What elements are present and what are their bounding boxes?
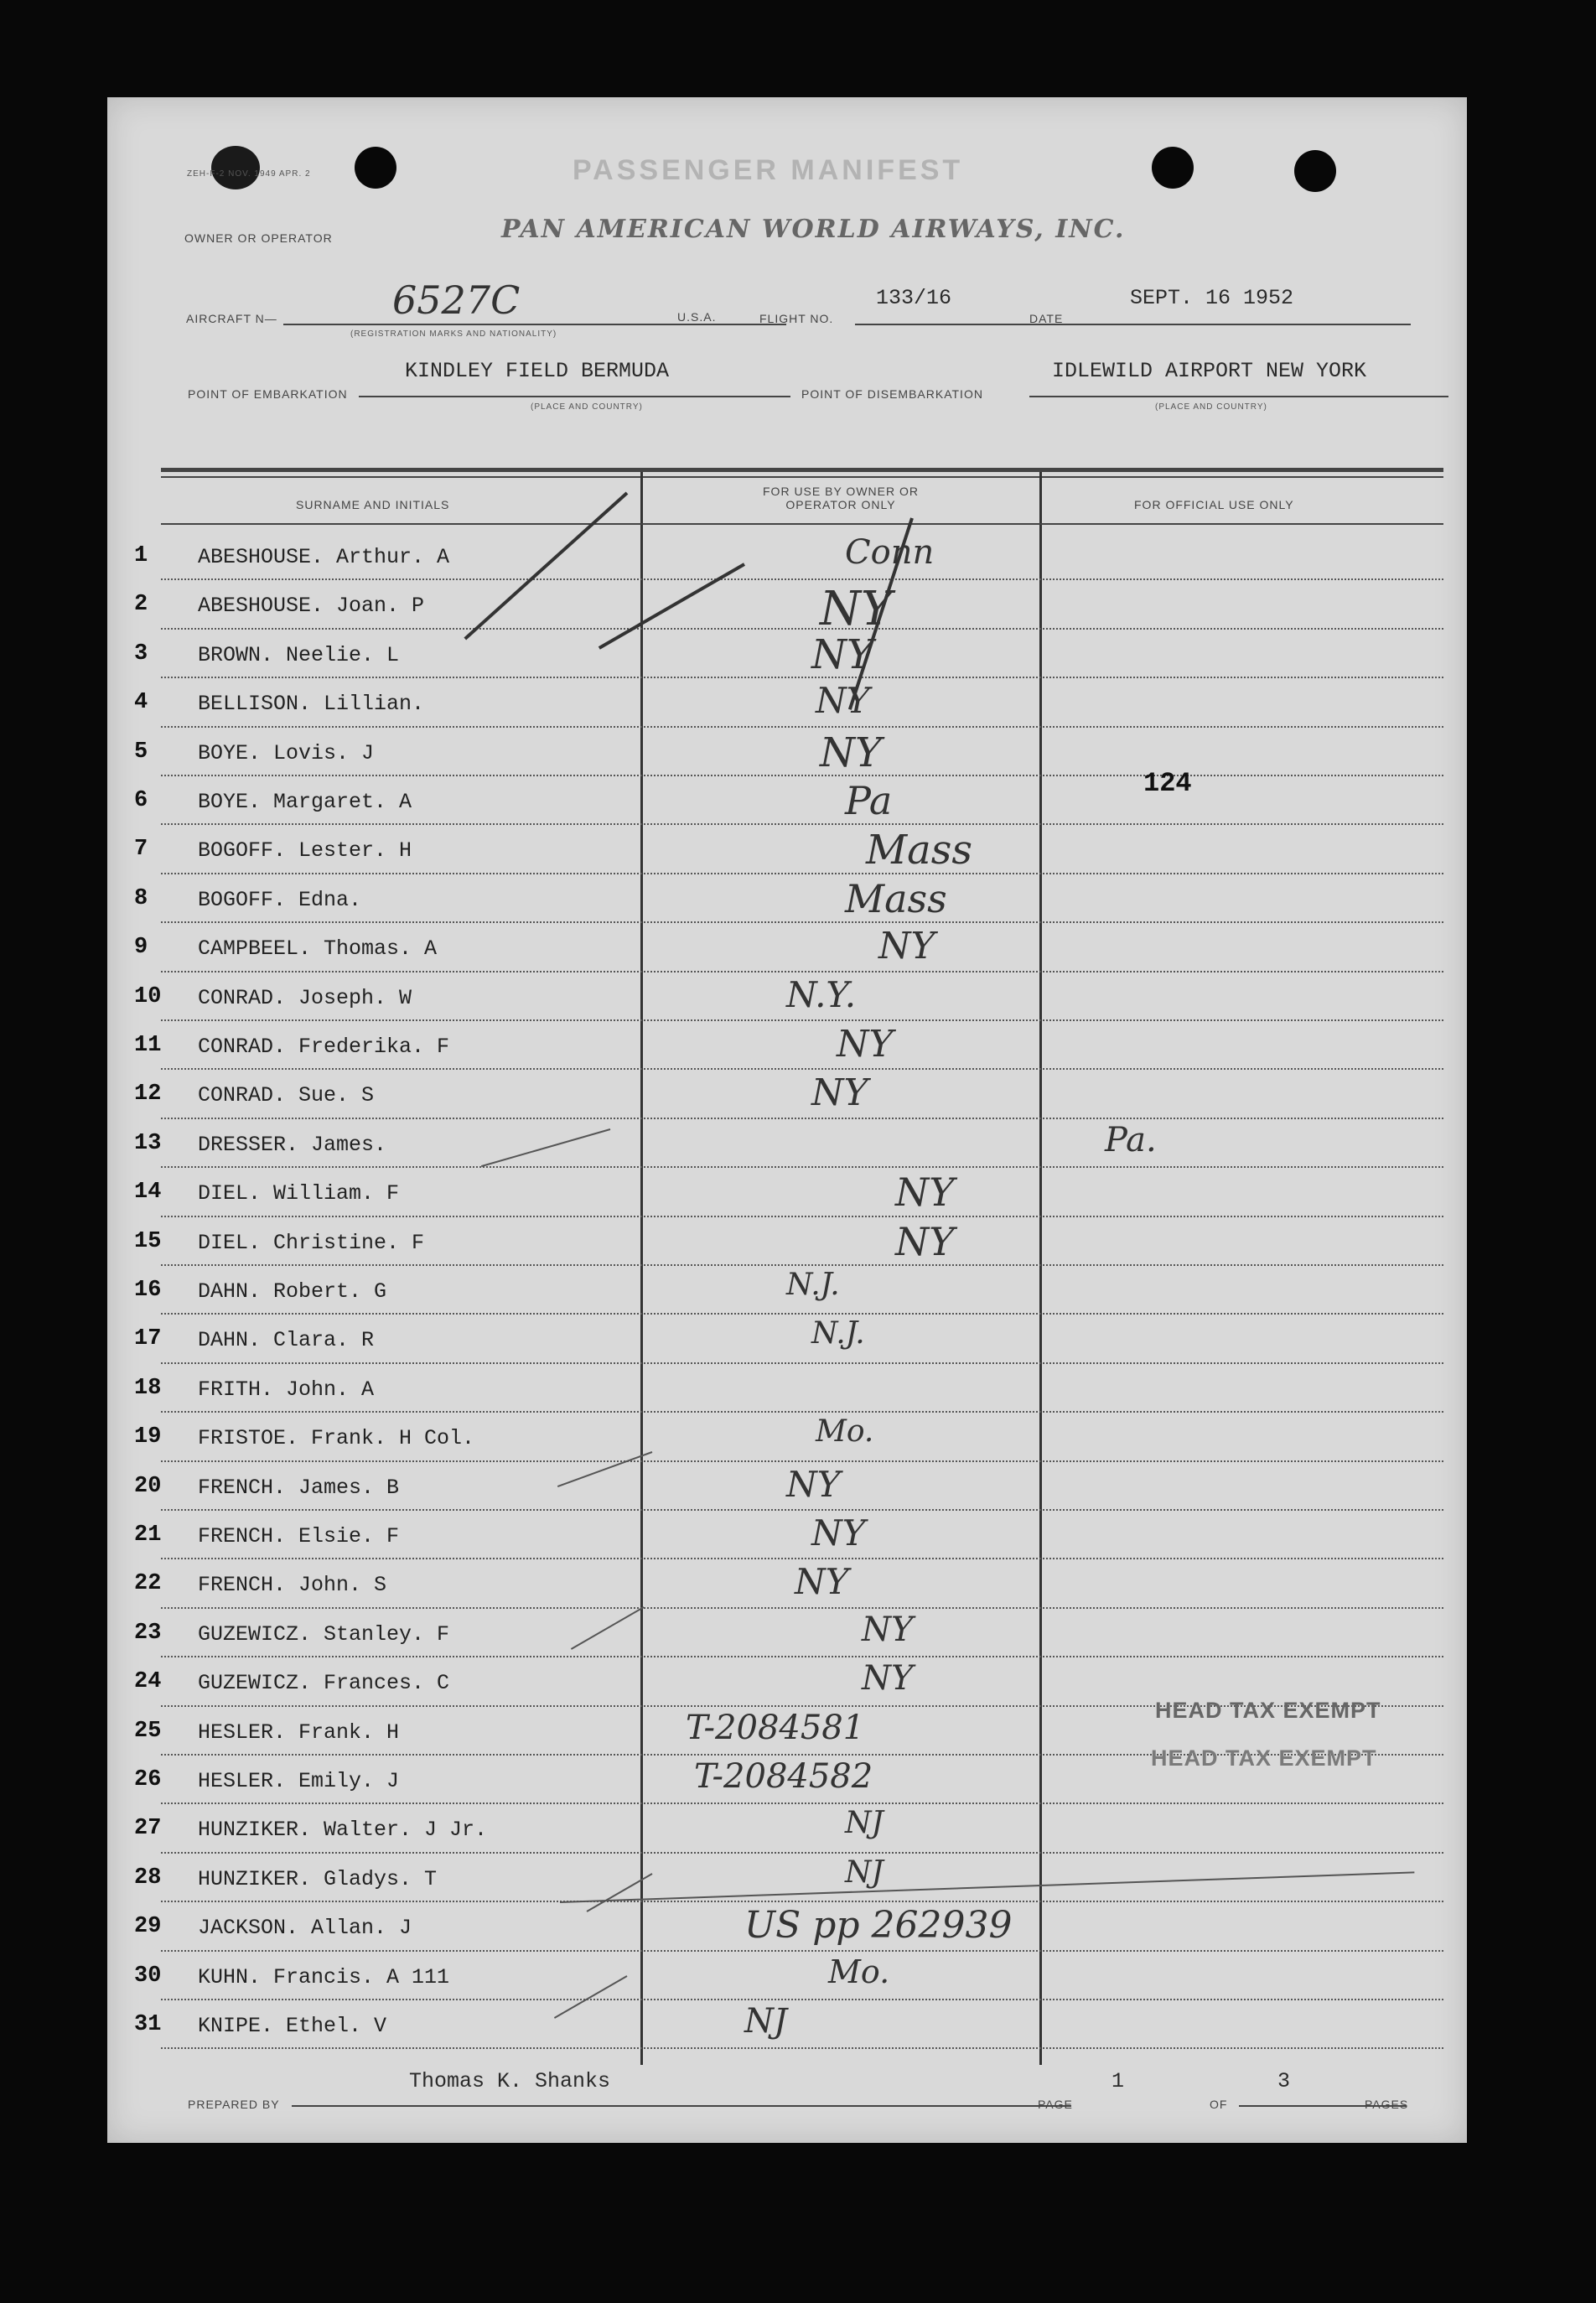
table-top-rule: [161, 468, 1443, 472]
col-header-owner: FOR USE BY OWNER OR OPERATOR ONLY: [763, 485, 919, 511]
passenger-name: DAHN. Robert. G: [198, 1279, 387, 1304]
row-rule: [161, 677, 1443, 678]
row-rule: [161, 1216, 1443, 1217]
row-rule: [161, 1558, 1443, 1559]
row-number: 11: [134, 1033, 162, 1058]
date-underline: [1075, 324, 1411, 325]
of-value: 3: [1277, 2069, 1291, 2093]
passenger-name: ABESHOUSE. Joan. P: [198, 594, 425, 619]
row-rule: [161, 1950, 1443, 1952]
col-header-surname: SURNAME AND INITIALS: [296, 498, 450, 511]
row-rule: [161, 628, 1443, 630]
owner-note: NY: [811, 1512, 866, 1553]
embark-sub: (PLACE AND COUNTRY): [531, 402, 643, 412]
check-mark: [598, 563, 745, 649]
pages-label: PAGES: [1365, 2098, 1409, 2111]
form-number: ZEH-F-2 NOV. 1949 APR. 2: [187, 169, 311, 179]
row-rule: [161, 971, 1443, 973]
passenger-name: ABESHOUSE. Arthur. A: [198, 545, 450, 569]
row-rule: [161, 1656, 1443, 1657]
owner-note: NY: [862, 1610, 914, 1649]
owner-note: N.J.: [811, 1316, 865, 1351]
row-number: 13: [134, 1130, 162, 1156]
passenger-name: DIEL. Christine. F: [198, 1230, 425, 1255]
row-rule: [161, 578, 1443, 580]
embark-value: KINDLEY FIELD BERMUDA: [405, 359, 670, 383]
row-rule: [161, 2047, 1443, 2049]
head-tax-stamp-1: HEAD TAX EXEMPT: [1155, 1698, 1381, 1723]
passenger-name: FRENCH. James. B: [198, 1475, 400, 1500]
row-rule: [161, 1019, 1443, 1021]
usa-label: U.S.A.: [677, 310, 717, 324]
check-mark: [571, 1606, 645, 1650]
row-rule: [161, 1411, 1443, 1413]
row-rule: [161, 873, 1443, 874]
row-number: 7: [134, 837, 148, 863]
check-mark: [554, 1975, 628, 2019]
column-divider-1: [640, 472, 643, 2065]
row-number: 23: [134, 1620, 162, 1646]
ink-blot: [211, 146, 260, 189]
row-number: 28: [134, 1865, 162, 1891]
strike-line: [560, 1871, 1414, 1903]
row-number: 29: [134, 1914, 162, 1940]
row-number: 14: [134, 1180, 162, 1206]
page-label: PAGE: [1038, 2098, 1073, 2111]
punch-hole: [1294, 150, 1336, 192]
row-number: 12: [134, 1081, 162, 1107]
aircraft-value: 6527C: [392, 278, 521, 323]
row-rule: [161, 1313, 1443, 1315]
passenger-name: CONRAD. Sue. S: [198, 1083, 375, 1108]
row-rule: [161, 1509, 1443, 1511]
row-number: 22: [134, 1571, 162, 1597]
check-mark: [557, 1451, 652, 1487]
owner-note: NY: [862, 1659, 914, 1699]
row-rule: [161, 1999, 1443, 2000]
row-number: 10: [134, 983, 162, 1009]
owner-note: N.Y.: [786, 973, 857, 1015]
row-number: 21: [134, 1522, 162, 1548]
row-number: 5: [134, 739, 148, 765]
passenger-name: DRESSER. James.: [198, 1132, 387, 1157]
row-rule: [161, 1118, 1443, 1119]
passenger-name: FRENCH. John. S: [198, 1573, 387, 1598]
owner-note: Pa.: [1105, 1120, 1157, 1159]
owner-note: US pp 262939: [744, 1904, 1013, 1948]
row-number: 6: [134, 788, 148, 813]
check-mark: [481, 1128, 610, 1167]
col-header-official: FOR OFFICIAL USE ONLY: [1134, 498, 1294, 511]
owner-note: NJ: [845, 1806, 884, 1841]
row-rule: [161, 1460, 1443, 1462]
row-number: 8: [134, 885, 148, 911]
owner-note: T-2084581: [686, 1708, 865, 1747]
embark-underline: [359, 396, 790, 397]
row-number: 30: [134, 1963, 162, 1989]
passenger-name: BELLISON. Lillian.: [198, 692, 425, 717]
aircraft-label: AIRCRAFT N—: [186, 312, 277, 325]
row-number: 19: [134, 1424, 162, 1450]
table-top-rule-2: [161, 476, 1443, 478]
passenger-name: KNIPE. Ethel. V: [198, 2014, 387, 2038]
embark-label: POINT OF EMBARKATION: [188, 387, 348, 401]
owner-note: T-2084582: [694, 1757, 873, 1796]
row-number: 4: [134, 690, 148, 716]
disembark-value: IDLEWILD AIRPORT NEW YORK: [1052, 359, 1367, 383]
owner-note: Mo.: [828, 1953, 890, 1990]
prepared-underline: [292, 2105, 1071, 2107]
row-number: 16: [134, 1278, 162, 1303]
owner-note: NY: [795, 1561, 849, 1603]
of-label: OF: [1210, 2098, 1228, 2111]
owner-note: Mass: [866, 827, 973, 874]
passenger-name: FRITH. John. A: [198, 1377, 375, 1402]
owner-note: NJ: [845, 1854, 884, 1890]
disembark-label: POINT OF DISEMBARKATION: [801, 387, 983, 401]
passenger-name: BOGOFF. Lester. H: [198, 838, 412, 864]
form-title: PASSENGER MANIFEST: [573, 154, 964, 186]
row-number: 18: [134, 1375, 162, 1401]
row-rule: [161, 1802, 1443, 1804]
passenger-name: BROWN. Neelie. L: [198, 642, 400, 667]
owner-note: NY: [895, 1170, 955, 1216]
row-number: 3: [134, 641, 148, 667]
row-number: 27: [134, 1816, 162, 1842]
disembark-sub: (PLACE AND COUNTRY): [1155, 402, 1267, 412]
passenger-name: FRENCH. Elsie. F: [198, 1524, 400, 1548]
aircraft-underline: [283, 324, 786, 325]
date-value: SEPT. 16 1952: [1130, 286, 1294, 310]
owner-note: NY: [837, 1023, 894, 1066]
passenger-name: CONRAD. Joseph. W: [198, 985, 412, 1010]
passenger-name: BOYE. Margaret. A: [198, 790, 412, 814]
date-label: DATE: [1029, 312, 1064, 325]
owner-note: NY: [820, 582, 892, 637]
owner-note: NY: [895, 1218, 955, 1264]
owner-note: NY: [811, 630, 873, 678]
owner-note: Pa: [845, 778, 893, 823]
check-mark: [464, 492, 628, 641]
passenger-name: BOGOFF. Edna.: [198, 887, 362, 912]
passenger-name: DIEL. William. F: [198, 1181, 400, 1206]
header-bottom-rule: [161, 523, 1443, 525]
flight-value: 133/16: [876, 286, 952, 310]
passenger-name: JACKSON. Allan. J: [198, 1916, 412, 1941]
flight-label: FLIGHT NO.: [759, 312, 834, 325]
passenger-name: HUNZIKER. Gladys. T: [198, 1866, 438, 1891]
row-rule: [161, 775, 1443, 776]
row-number: 1: [134, 543, 148, 568]
head-tax-stamp-2: HEAD TAX EXEMPT: [1151, 1745, 1377, 1771]
disembark-underline: [1029, 396, 1448, 397]
punch-hole: [355, 147, 396, 189]
passenger-name: DAHN. Clara. R: [198, 1328, 375, 1353]
owner-note: Mo.: [816, 1414, 874, 1450]
passenger-name: KUHN. Francis. A 111: [198, 1964, 450, 1989]
prepared-by-value: Thomas K. Shanks: [409, 2069, 611, 2093]
owner-note: NY: [811, 1071, 868, 1115]
row-number: 9: [134, 935, 148, 961]
passenger-name: CAMPBEEL. Thomas. A: [198, 936, 438, 962]
row-rule: [161, 1166, 1443, 1168]
passenger-name: FRISTOE. Frank. H Col.: [198, 1426, 475, 1451]
row-rule: [161, 1852, 1443, 1854]
passenger-name: GUZEWICZ. Frances. C: [198, 1671, 450, 1696]
punch-hole: [1152, 147, 1194, 189]
row-rule: [161, 1901, 1443, 1902]
owner-note: NY: [816, 680, 870, 722]
row-number: 17: [134, 1326, 162, 1352]
prepared-by-label: PREPARED BY: [188, 2098, 280, 2111]
owner-note: N.J.: [786, 1268, 840, 1302]
row-number: 24: [134, 1669, 162, 1695]
passenger-name: GUZEWICZ. Stanley. F: [198, 1621, 450, 1647]
row-rule: [161, 1068, 1443, 1070]
owner-note: NJ: [744, 2002, 788, 2041]
row-rule: [161, 823, 1443, 825]
owner-note: NY: [820, 729, 882, 776]
passenger-name: HESLER. Emily. J: [198, 1769, 400, 1793]
owner-note: Mass: [845, 875, 947, 921]
official-number: 124: [1143, 768, 1192, 799]
owner-note: NY: [878, 925, 935, 968]
passenger-name: CONRAD. Frederika. F: [198, 1035, 450, 1059]
row-rule: [161, 1264, 1443, 1266]
row-rule: [161, 1362, 1443, 1364]
passenger-name: HESLER. Frank. H: [198, 1719, 400, 1745]
column-divider-2: [1039, 472, 1042, 2065]
airline-name: PAN AMERICAN WORLD AIRWAYS, INC.: [501, 215, 1126, 244]
row-number: 25: [134, 1718, 162, 1744]
row-number: 31: [134, 2012, 162, 2037]
owner-note: NY: [786, 1463, 841, 1505]
row-number: 2: [134, 592, 148, 618]
row-rule: [161, 1607, 1443, 1609]
row-rule: [161, 726, 1443, 728]
row-number: 15: [134, 1228, 162, 1254]
owner-note: Conn: [845, 533, 935, 572]
row-number: 20: [134, 1473, 162, 1499]
registration-sub: (REGISTRATION MARKS AND NATIONALITY): [350, 329, 557, 339]
manifest-sheet: [107, 97, 1467, 2143]
row-rule: [161, 921, 1443, 923]
passenger-name: BOYE. Lovis. J: [198, 740, 375, 765]
row-number: 26: [134, 1767, 162, 1792]
page-value: 1: [1112, 2069, 1125, 2093]
owner-label: OWNER OR OPERATOR: [184, 231, 333, 245]
passenger-name: HUNZIKER. Walter. J Jr.: [198, 1818, 488, 1843]
